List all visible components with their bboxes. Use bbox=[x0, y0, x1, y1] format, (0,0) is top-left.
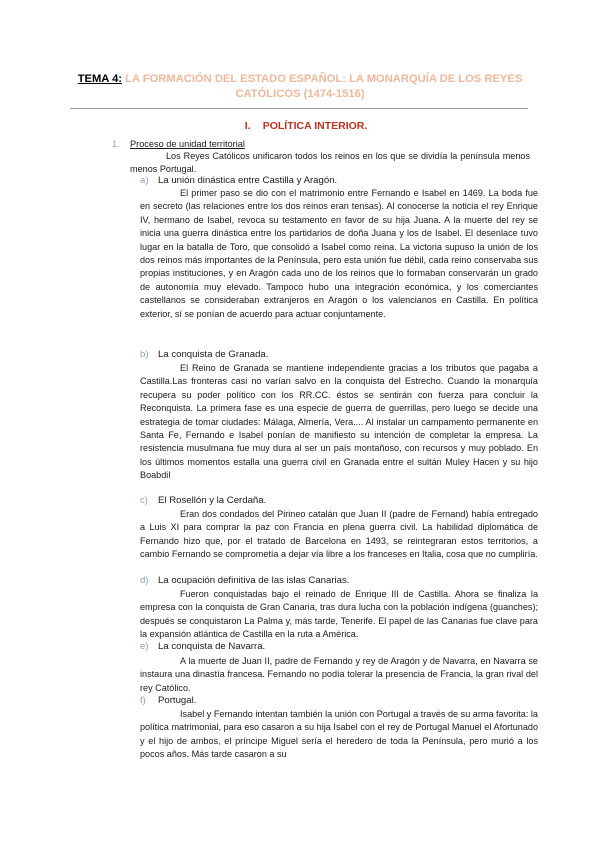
title-divider bbox=[70, 108, 528, 109]
subsection-label: La unión dinástica entre Castilla y Aragón. bbox=[158, 175, 338, 186]
subsection-heading-a bbox=[140, 175, 337, 186]
subsection-text: El primer paso se dio con el matrimonio entre Fernando e Isabel en 1469. La boda fue en secreto (las relaciones entre los dos reinos eran tensas). Al conocerse la noticia el rey Enrique IV, hermano de Isabel, revoca su testamento en favor de su hija Juana. A la muerte del rey se inicia una guerra dinástica entre los partidarios de doña Juana y los de Isabel. El desenlace tuvo lugar en la batalla de Toro, que consolidó a Isabel como reina. La victoria supuso la unión de los dos reinos más importantes de la Península, pero esta unión fue débil, cada reino conservaba sus propias instituciones, y en Aragón cada uno de los reinos que lo formaban conservarán un grado de autonomía muy elevado. Tampoco hubo una integración económica, y los comerciantes castellanos se consideraban extranjeros en Aragón o los valencianos en Castilla. En política exterior, sí se ponían de acuerdo para actuar conjuntamente. bbox=[140, 188, 538, 319]
subsection-heading-b bbox=[140, 349, 268, 360]
subsection-paragraph-e bbox=[140, 655, 538, 695]
subsection-marker: d) bbox=[140, 575, 149, 586]
subsection-label: La conquista de Granada. bbox=[158, 349, 269, 360]
point-label: Proceso de unidad territorial bbox=[130, 139, 245, 149]
subsection-marker: b) bbox=[140, 349, 149, 360]
document-title bbox=[60, 72, 540, 102]
subsection-heading-f bbox=[140, 695, 196, 706]
subsection-marker: c) bbox=[140, 495, 148, 506]
title-lead: TEMA 4: bbox=[77, 73, 123, 85]
subsection-marker: a) bbox=[140, 175, 149, 186]
subsection-paragraph-c bbox=[140, 508, 538, 562]
point-marker: 1. bbox=[112, 139, 120, 149]
subsection-paragraph-d bbox=[140, 588, 538, 642]
section-label: POLÍTICA INTERIOR. bbox=[262, 120, 368, 132]
subsection-heading-d bbox=[140, 575, 349, 586]
subsection-text: Fueron conquistadas bajo el reinado de Enrique III de Castilla. Ahora se finaliza la empresa con la conquista de Gran Canaria, tras dura lucha con la población indígena (guanches); después se conquistaron La Palma y, más tarde, Tenerife. El papel de las Canarias fue clave para la expansión atlántica de Castilla en la ruta a América. bbox=[140, 589, 538, 640]
subsection-text: El Reino de Granada se mantiene independiente gracias a los tributos que pagaba a Castilla.Las fronteras casi no varían salvo en la conquista del Estrecho. Cuando la monarquía recupera su poder político con los RR.CC. éstos se sentirán con fuerza para concluir la Reconquista. La primera fase es una especie de guerra de guerrillas, pero luego se decide una estrategia de tomar ciudades: Málaga, Almería, Vera.... Al instalar un campamento permanente en Santa Fe, Fernando e Isabel ponían de manifiesto su intención de completar la empresa. La resistencia musulmana fue muy dura al ser un país montañoso, con recursos y muy poblado. En los últimos momentos estalla una guerra civil en Granada entre el sultán Muley Hacen y su hijo Boabdil bbox=[140, 363, 538, 481]
subsection-paragraph-b bbox=[140, 362, 538, 483]
subsection-text: Isabel y Fernando intentan también la unión con Portugal a través de su arma favorita: la política matrimonial, para eso casaron a su hija Isabel con el rey de Portugal Manuel el Afortunado y el hijo de ambos, el príncipe Miguel sería el heredero de toda la Península, pero murió a los pocos años. Más tarde casaron a su bbox=[140, 709, 538, 760]
subsection-text: A la muerte de Juan II, padre de Fernando y rey de Aragón y de Navarra, en Navarra se instaura una dinastía francesa. Fernando no podía tolerar la presencia de Francia, la gran rival del rey Católico. bbox=[140, 656, 538, 693]
subsection-label: Portugal. bbox=[158, 695, 197, 706]
subsection-label: La conquista de Navarra. bbox=[158, 641, 266, 652]
subsection-label: El Rosellón y la Cerdaña. bbox=[158, 495, 267, 506]
subsection-heading-c bbox=[140, 495, 266, 506]
section-number: I. bbox=[244, 120, 251, 132]
subsection-marker: f) bbox=[140, 695, 146, 706]
subsection-heading-e bbox=[140, 641, 265, 652]
section-heading bbox=[0, 120, 600, 132]
title-text: LA FORMACIÓN DEL ESTADO ESPAÑOL: LA MONARQUÍA DE LOS REYES CATÓLICOS (1474-1516) bbox=[122, 73, 523, 100]
subsection-label: La ocupación definitiva de las islas Canarias. bbox=[158, 575, 350, 586]
subsection-marker: e) bbox=[140, 641, 149, 652]
subsection-paragraph-a bbox=[140, 187, 538, 321]
intro-text: Los Reyes Católicos unificaron todos los reinos en los que se dividía la península menos menos Portugal. bbox=[130, 151, 530, 175]
intro-paragraph bbox=[130, 150, 530, 177]
subsection-paragraph-f bbox=[140, 708, 538, 762]
subsection-text: Eran dos condados del Pirineo catalán que Juan II (padre de Fernand) había entregado a Luis XI para comprar la paz con Francia en plena guerra civil. La habilidad diplomática de Fernando hizo que, por el tratado de Barcelona en 1493, se reintegraran estos territorios, a cambio Fernando se comprometía a dejar vía libre a los franceses en Italia, cosa que no cumpliría. bbox=[140, 509, 538, 560]
